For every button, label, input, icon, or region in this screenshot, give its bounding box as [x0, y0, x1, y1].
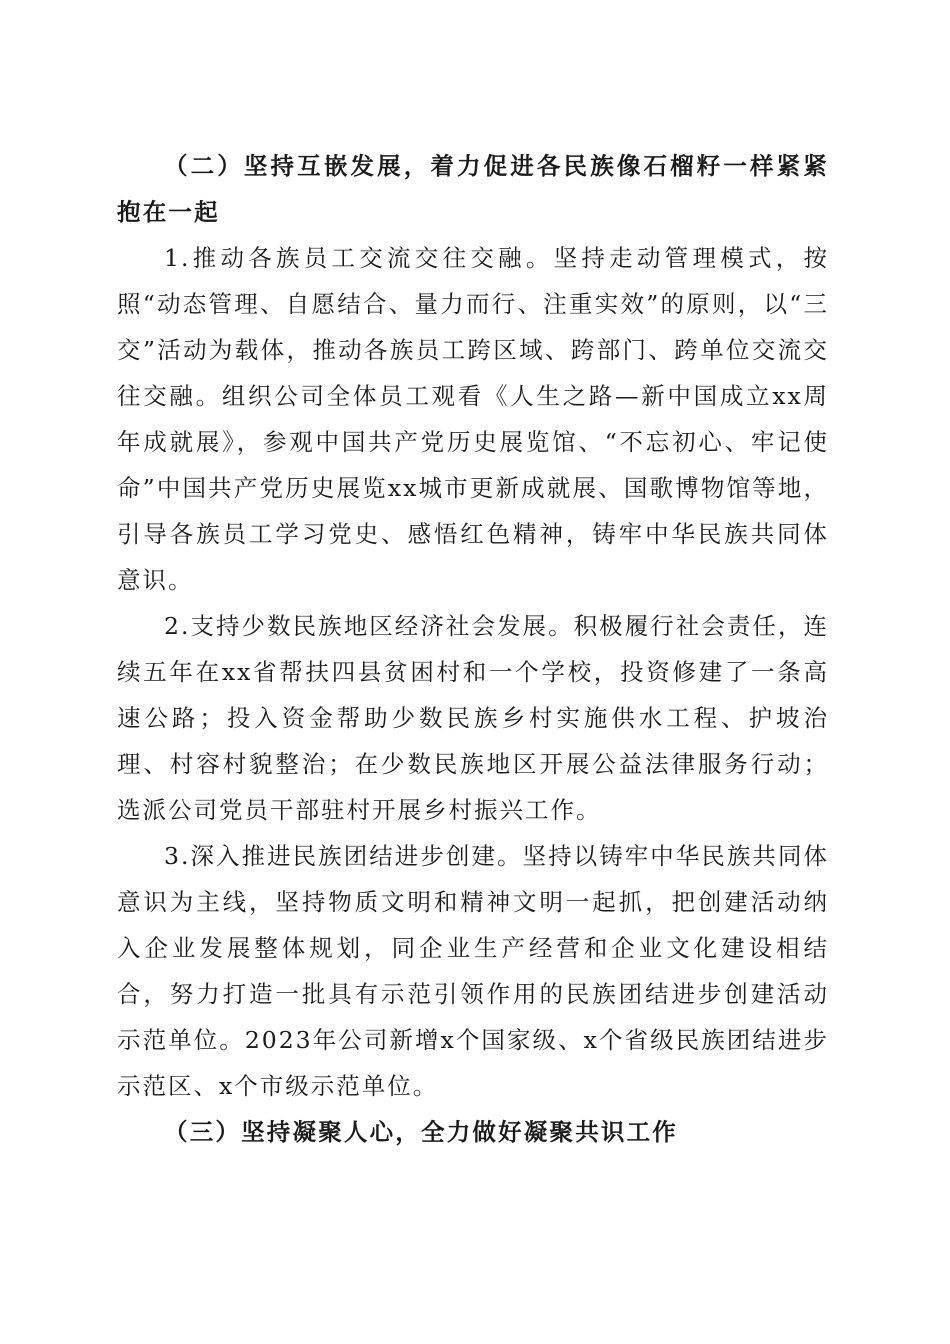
paragraph-item-1: 1.推动各族员工交流交往交融。坚持走动管理模式，按照“动态管理、自愿结合、量力而行、注重实效”的原则，以“三交”活动为载体，推动各族员工跨区域、跨部门、跨单位交流交往交融。组织公司全体员工观看《人生之路—新中国成立xx周年成就展》，参观中国共产党历史展览馆、“不忘初心、牢记使命”中国共产党历史展览xx城市更新成就展、国歌博物馆等地，引导各族员工学习党史、感悟红色精神，铸牢中华民族共同体意识。: [117, 244, 829, 594]
paragraph-item-2: 2.支持少数民族地区经济社会发展。积极履行社会责任，连续五年在xx省帮扶四县贫困村和一个学校，投资修建了一条高速公路；投入资金帮助少数民族乡村实施供水工程、护坡治理、村容村貌整治；在少数民族地区开展公益法律服务行动；选派公司党员干部驻村开展乡村振兴工作。: [117, 612, 829, 824]
section-heading-2: （二）坚持互嵌发展，着力促进各民族像石榴籽一样紧紧抱在一起: [117, 152, 829, 226]
section-heading-3: （三）坚持凝聚人心，全力做好凝聚共识工作: [164, 1118, 678, 1146]
paragraph-item-3: 3.深入推进民族团结进步创建。坚持以铸牢中华民族共同体意识为主线，坚持物质文明和精神文明一起抓，把创建活动纳入企业发展整体规划，同企业生产经营和企业文化建设相结合，努力打造一批具有示范引领作用的民族团结进步创建活动示范单位。2023年公司新增x个国家级、x个省级民族团结进步示范区、x个市级示范单位。: [117, 842, 829, 1100]
document-page: [117, 143, 829, 1155]
